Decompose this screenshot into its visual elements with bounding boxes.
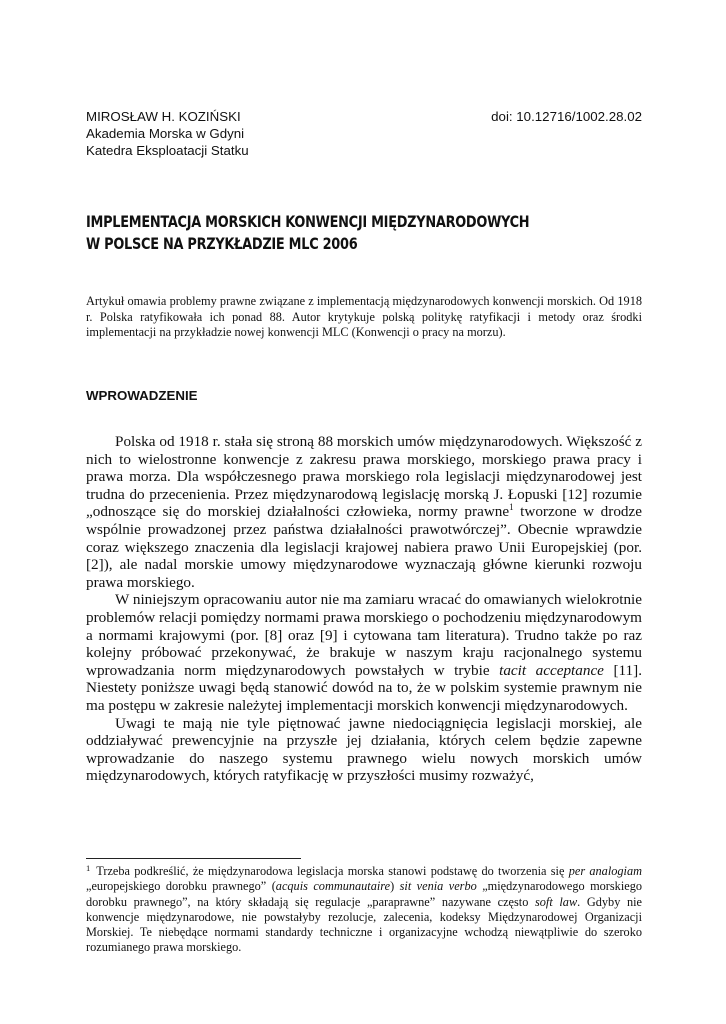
author-name: MIROSŁAW H. KOZIŃSKI xyxy=(86,109,241,124)
affiliation-university: Akademia Morska w Gdyni xyxy=(86,126,245,141)
paragraph-1-text-a: Polska od 1918 r. stała się stroną 88 morskich umów międzynarodowych. Większość z nich to wielostronne konwencje z zakresu prawa morskiego, morskiego prawa pracy i prawa morza. Dla współczesnego prawa morskiego rola legislacji międzynarodowej jest trudna do przecenienia. Przez międzynarodową legislację morską J. Łopuski [12] rozumie „odnoszące się do morskiej działalności człowieka, normy prawne xyxy=(86,433,642,521)
footnote-divider xyxy=(86,858,301,859)
paragraph-2 xyxy=(86,591,642,714)
footnote-italic-3: sit venia verbo xyxy=(399,879,477,894)
article-title xyxy=(86,211,601,255)
footnote-text-3: ) xyxy=(390,879,400,894)
abstract: Artykuł omawia problemy prawne związane z implementacją międzynarodowych konwencji morskich. Od 1918 r. Polska ratyfikowała ich ponad 88. Autor krytykuje polską politykę ratyfikacji i metody oraz środki implementacji na przykładzie nowej konwencji MLC (Konwencji o pracy na morzu). xyxy=(86,294,642,340)
footnote-italic-4: soft law xyxy=(535,894,578,909)
affiliation-department: Katedra Eksploatacji Statku xyxy=(86,143,249,158)
footnote-text-2: „europejskiego dorobku prawnego” ( xyxy=(86,879,276,894)
paragraph-2-italic: tacit acceptance xyxy=(499,661,604,679)
footnote-mark: 1 xyxy=(86,863,91,873)
footnote-italic-2: acquis communautaire xyxy=(275,879,391,894)
footnote-text-5: . Gdyby nie konwencje międzynarodowe, nie powstałyby rezolucje, zalecenia, kodeksy Międzynarodowej Organizacji Morskiej. Te niebędące normami standardy techniczne i organizacyjne wchodzą niewątpliwie do szeroko rozumianego prawa morskiego. xyxy=(86,894,642,955)
paragraph-2-text-b: [11]. Niestety poniższe uwagi będą stanowić dowód na to, że w polskim systemie prawnym nie ma postępu w zakresie należytej implementacji morskich konwencji międzynarodowych. xyxy=(86,661,642,714)
footnote-1 xyxy=(86,864,642,956)
title-line-1: IMPLEMENTACJA MORSKICH KONWENCJI MIĘDZYNARODOWYCH xyxy=(86,213,530,231)
title-line-2: W POLSCE NA PRZYKŁADZIE MLC 2006 xyxy=(86,235,358,253)
footnote-italic-1: per analogiam xyxy=(568,864,642,878)
footnote-text-1: Trzeba podkreślić, że międzynarodowa legislacja morska stanowi podstawę do tworzenia się xyxy=(92,864,569,878)
body-text xyxy=(86,433,642,785)
footnote-text-4: „międzynarodowego morskiego dorobku prawnego”, na który składają się regulacje „paraprawne” nazywane często xyxy=(86,879,642,909)
paragraph-1-text-b: tworzone w drodze wspólnie prowadzonej przez państwa działalności prawotwórczej”. Obecnie wprawdzie coraz większego znaczenia dla legislacji krajowej nabiera prawo Unii Europejskiej (por. [2]), ale nadal morskie umowy międzynarodowe wyznaczają główne kierunki rozwoju prawa morskiego. xyxy=(86,503,643,591)
section-heading: WPROWADZENIE xyxy=(86,388,198,403)
article-header xyxy=(86,108,642,159)
paragraph-2-text-a: W niniejszym opracowaniu autor nie ma zamiaru wracać do omawianych wielokrotnie problemów relacji pomiędzy normami prawa morskiego o pochodzeniu międzynarodowym a normami krajowymi (por. [8] oraz [9] i cytowana tam literatura). Trudno także po raz kolejny próbować przekonywać, że brakuje w naszym kraju racjonalnego systemu wprowadzania norm międzynarodowych powstałych w trybie xyxy=(86,591,642,679)
footnote-ref-1[interactable]: 1 xyxy=(509,502,514,513)
doi-link[interactable]: doi: 10.12716/1002.28.02 xyxy=(491,109,642,124)
paragraph-1 xyxy=(86,433,642,591)
paragraph-3: Uwagi te mają nie tyle piętnować jawne niedociągnięcia legislacji morskiej, ale oddziaływać prewencyjnie na przyszłe jej działania, których celem będzie zapewne wprowadzanie do naszego systemu prawnego wielu nowych morskich umów międzynarodowych, których ratyfikację w przyszłości musimy rozważyć, xyxy=(86,714,642,785)
